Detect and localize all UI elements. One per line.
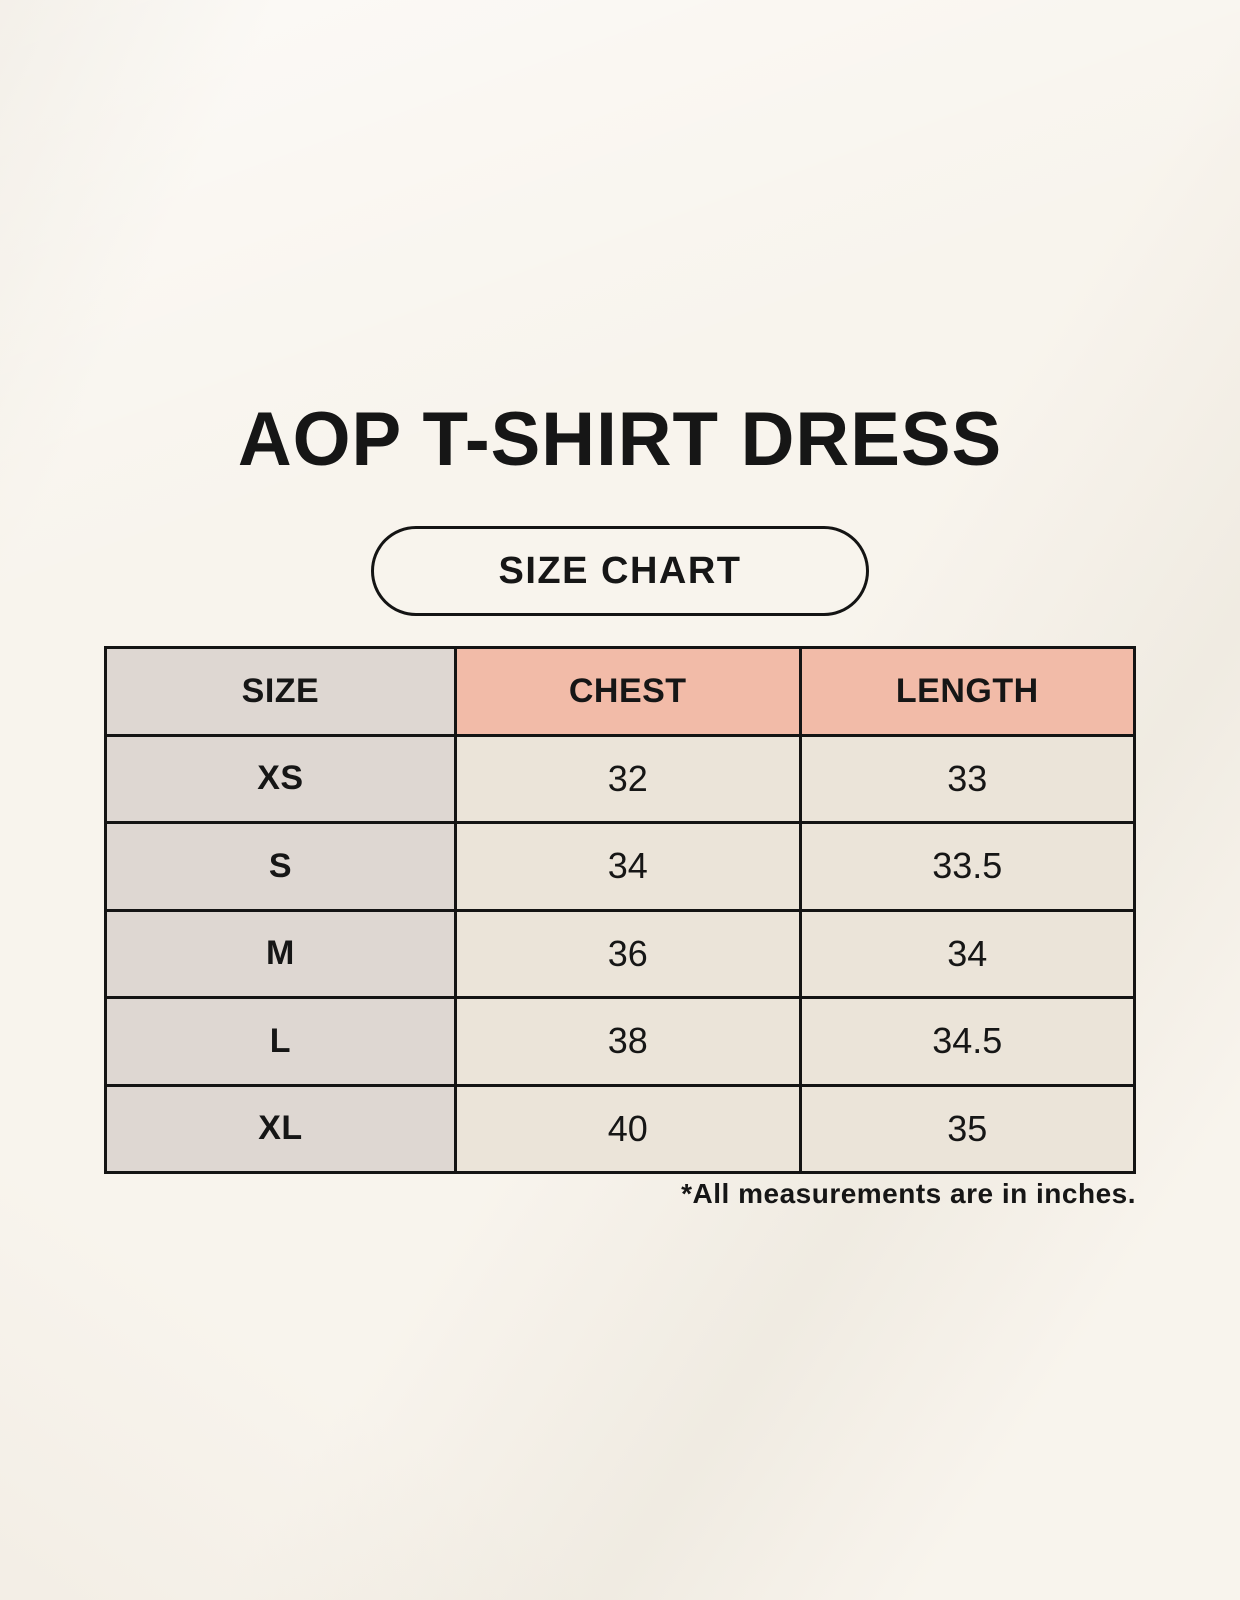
table-row [106,823,1135,911]
value-cell: 33 [800,735,1134,823]
size-cell: XS [106,735,456,823]
header-cell-length: LENGTH [800,648,1134,736]
value-cell: 33.5 [800,823,1134,911]
value-cell: 34 [800,910,1134,998]
value-cell: 34 [455,823,800,911]
measurements-footnote: *All measurements are in inches. [681,1178,1136,1209]
size-table [104,646,1136,1174]
header-cell-chest: CHEST [455,648,800,736]
table-row [106,910,1135,998]
table-body [106,735,1135,1173]
size-cell: XL [106,1085,456,1173]
size-cell: L [106,998,456,1086]
size-cell: S [106,823,456,911]
size-chart-badge: SIZE CHART [371,526,869,616]
table-row [106,735,1135,823]
header-cell-size: SIZE [106,648,456,736]
table-header-row [106,648,1135,736]
size-cell: M [106,910,456,998]
value-cell: 34.5 [800,998,1134,1086]
value-cell: 40 [455,1085,800,1173]
page-title: AOP T-SHIRT DRESS [237,397,1003,482]
value-cell: 32 [455,735,800,823]
table-row [106,1085,1135,1173]
value-cell: 35 [800,1085,1134,1173]
value-cell: 36 [455,910,800,998]
value-cell: 38 [455,998,800,1086]
table-row [106,998,1135,1086]
